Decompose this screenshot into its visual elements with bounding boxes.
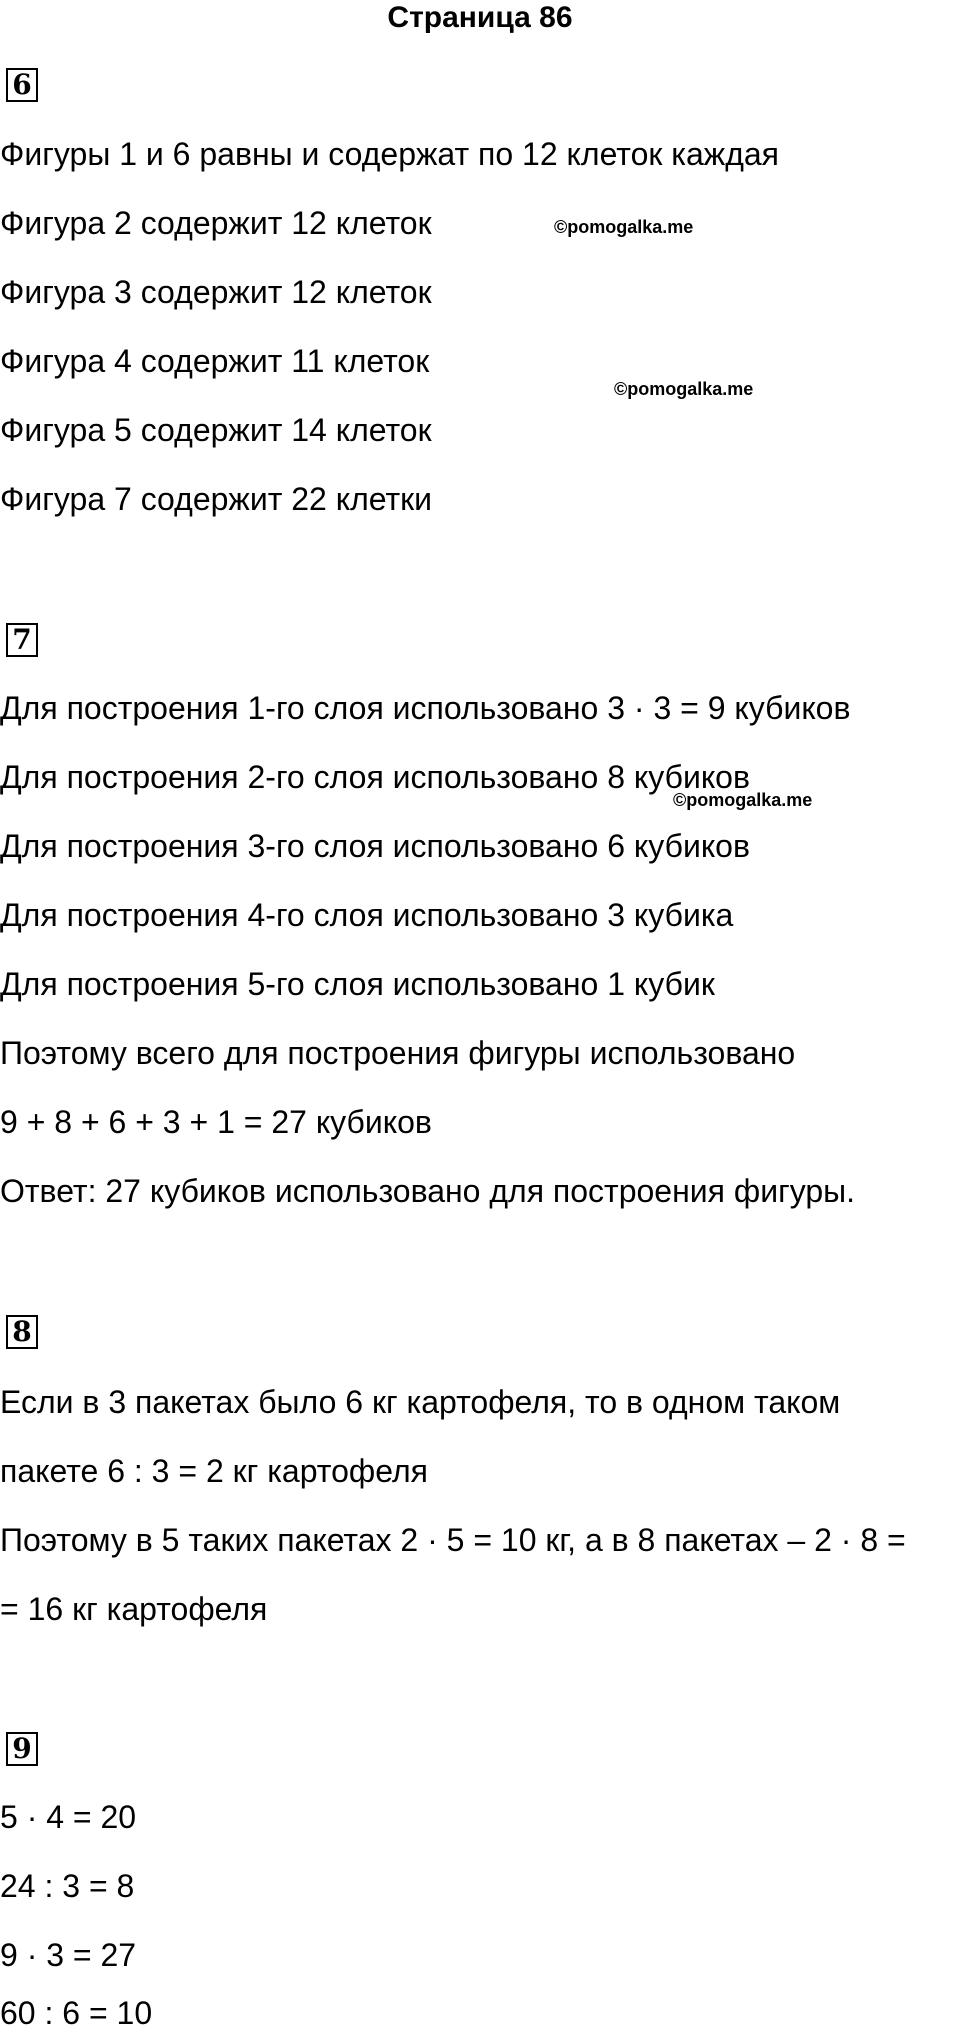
task-9-line-4: 60 : 6 = 10 [0, 1995, 153, 2031]
task-9-line-2: 24 : 3 = 8 [0, 1868, 135, 1904]
watermark: ©pomogalka.me [554, 217, 694, 237]
task-8-line-1: Если в 3 пакетах было 6 кг картофеля, то в одном таком [0, 1384, 841, 1420]
task-8-line-2: пакете 6 : 3 = 2 кг картофеля [0, 1453, 428, 1489]
task-6-line-6: Фигура 7 содержит 22 клетки [0, 481, 433, 517]
task-7-answer: Ответ: 27 кубиков использовано для построения фигуры. [0, 1173, 856, 1209]
task-6-line-5: Фигура 5 содержит 14 клеток [0, 412, 432, 448]
task-9-line-3: 9 · 3 = 27 [0, 1937, 137, 1973]
task-number-9: 9 [6, 1732, 38, 1766]
task-6-line-4: Фигура 4 содержит 11 клеток [0, 343, 430, 379]
task-7-line-3: Для построения 3-го слоя использовано 6 кубиков [0, 828, 750, 864]
task-7-line-7: 9 + 8 + 6 + 3 + 1 = 27 кубиков [0, 1104, 432, 1140]
task-9-line-1: 5 · 4 = 20 [0, 1799, 137, 1835]
task-number-7: 7 [6, 623, 38, 657]
task-7-line-5: Для построения 5-го слоя использовано 1 кубик [0, 966, 715, 1002]
task-8-line-3: Поэтому в 5 таких пакетах 2 · 5 = 10 кг, а в 8 пакетах – 2 · 8 = [0, 1522, 906, 1558]
task-6-line-2: Фигура 2 содержит 12 клеток [0, 205, 432, 241]
task-number-8: 8 [6, 1315, 38, 1349]
task-7-line-1: Для построения 1-го слоя использовано 3 · 3 = 9 кубиков [0, 690, 851, 726]
task-number-6: 6 [6, 68, 38, 102]
task-6-line-1: Фигуры 1 и 6 равны и содержат по 12 клеток каждая [0, 136, 779, 172]
watermark: ©pomogalka.me [673, 790, 813, 810]
task-6-line-3: Фигура 3 содержит 12 клеток [0, 274, 432, 310]
task-8-line-4: = 16 кг картофеля [0, 1591, 268, 1627]
watermark: ©pomogalka.me [614, 379, 754, 399]
task-7-line-6: Поэтому всего для построения фигуры использовано [0, 1035, 796, 1071]
task-7-line-2: Для построения 2-го слоя использовано 8 кубиков [0, 759, 750, 795]
page-title: Страница 86 [387, 1, 573, 34]
task-7-line-4: Для построения 4-го слоя использовано 3 кубика [0, 897, 734, 933]
